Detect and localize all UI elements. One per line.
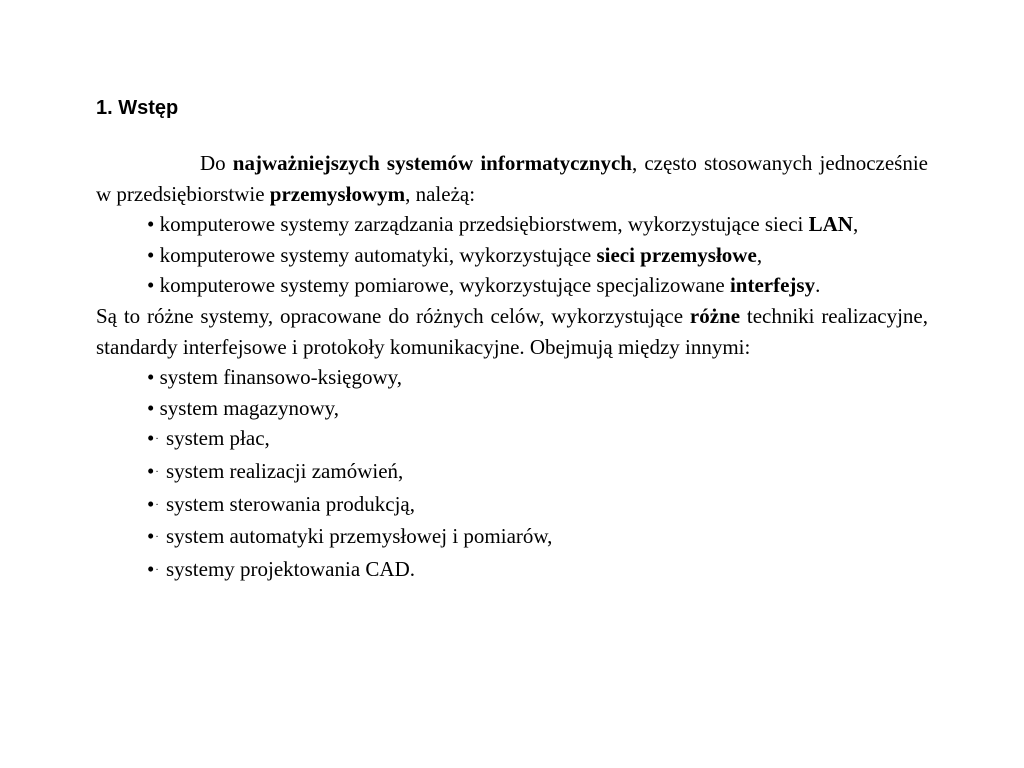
list-item: [96, 362, 928, 393]
list-item-text: system płac,: [165, 426, 270, 451]
list-item-text: komputerowe systemy pomiarowe, wykorzystujące specjalizowane: [159, 273, 730, 298]
list-item: [96, 456, 928, 489]
list-item: [96, 554, 928, 587]
middle-dot-icon: ·: [155, 434, 159, 446]
list-item-bold: interfejsy: [729, 273, 816, 298]
list-item: [96, 489, 928, 522]
section-heading: 1. Wstęp: [96, 97, 179, 119]
bullet-icon: •: [147, 491, 155, 516]
intro-text-2: , często stosowanych jednocześnie w przedsiębiorstwie: [96, 151, 929, 206]
examples-list: [96, 362, 928, 586]
bullet-icon: •: [147, 458, 155, 483]
list-item-text: system magazynowy,: [159, 395, 340, 420]
list-item-text: komputerowe systemy automatyki, wykorzystujące: [159, 242, 597, 267]
intro-text-3: , należą:: [405, 181, 476, 206]
list-item: [96, 209, 928, 240]
list-item-text: system automatyki przemysłowej i pomiarów,: [165, 524, 553, 549]
middle-dot-icon: ·: [155, 466, 159, 478]
document-body: [96, 148, 928, 586]
list-item-text: komputerowe systemy zarządzania przedsiębiorstwem, wykorzystujące sieci: [159, 212, 809, 237]
bullet-icon: •: [147, 524, 155, 549]
systems-list: [96, 209, 928, 301]
list-item: [96, 270, 928, 301]
list-item: [96, 521, 928, 554]
list-item: [96, 393, 928, 424]
bullet-icon: •: [147, 395, 155, 420]
para2-text-1: Są to różne systemy, opracowane do różnych celów, wykorzystujące: [96, 303, 690, 328]
list-item-punct: .: [815, 273, 821, 298]
list-item-text: systemy projektowania CAD.: [165, 556, 415, 581]
list-item: [96, 423, 928, 456]
intro-bold-1: najważniejszych systemów informatycznych: [232, 151, 632, 175]
intro-text-1: Do: [200, 151, 233, 175]
bullet-icon: •: [147, 242, 155, 267]
para2-bold: różne: [689, 303, 741, 328]
bullet-icon: •: [147, 273, 155, 298]
bullet-icon: •: [147, 212, 155, 237]
list-item-text: system sterowania produkcją,: [165, 491, 415, 516]
middle-dot-icon: ·: [155, 564, 159, 576]
bullet-icon: •: [147, 365, 155, 390]
list-item-bold: sieci przemysłowe: [596, 242, 757, 267]
list-item-text: system finansowo-księgowy,: [159, 365, 403, 390]
list-item-bold: LAN: [808, 212, 853, 237]
bullet-icon: •: [147, 556, 155, 581]
list-item-punct: ,: [756, 242, 763, 267]
middle-dot-icon: ·: [155, 499, 159, 511]
intro-bold-2: przemysłowym: [269, 181, 406, 206]
para2-text-2: techniki realizacyjne, standardy interfejsowe i protokoły komunikacyjne. Obejmują między innymi:: [96, 303, 928, 359]
bullet-icon: •: [147, 426, 155, 451]
list-item: [96, 240, 928, 271]
list-item-punct: ,: [852, 212, 859, 237]
middle-dot-icon: ·: [155, 532, 159, 544]
intro-paragraph: [96, 148, 928, 209]
second-paragraph: [96, 301, 928, 362]
list-item-text: system realizacji zamówień,: [165, 458, 404, 483]
